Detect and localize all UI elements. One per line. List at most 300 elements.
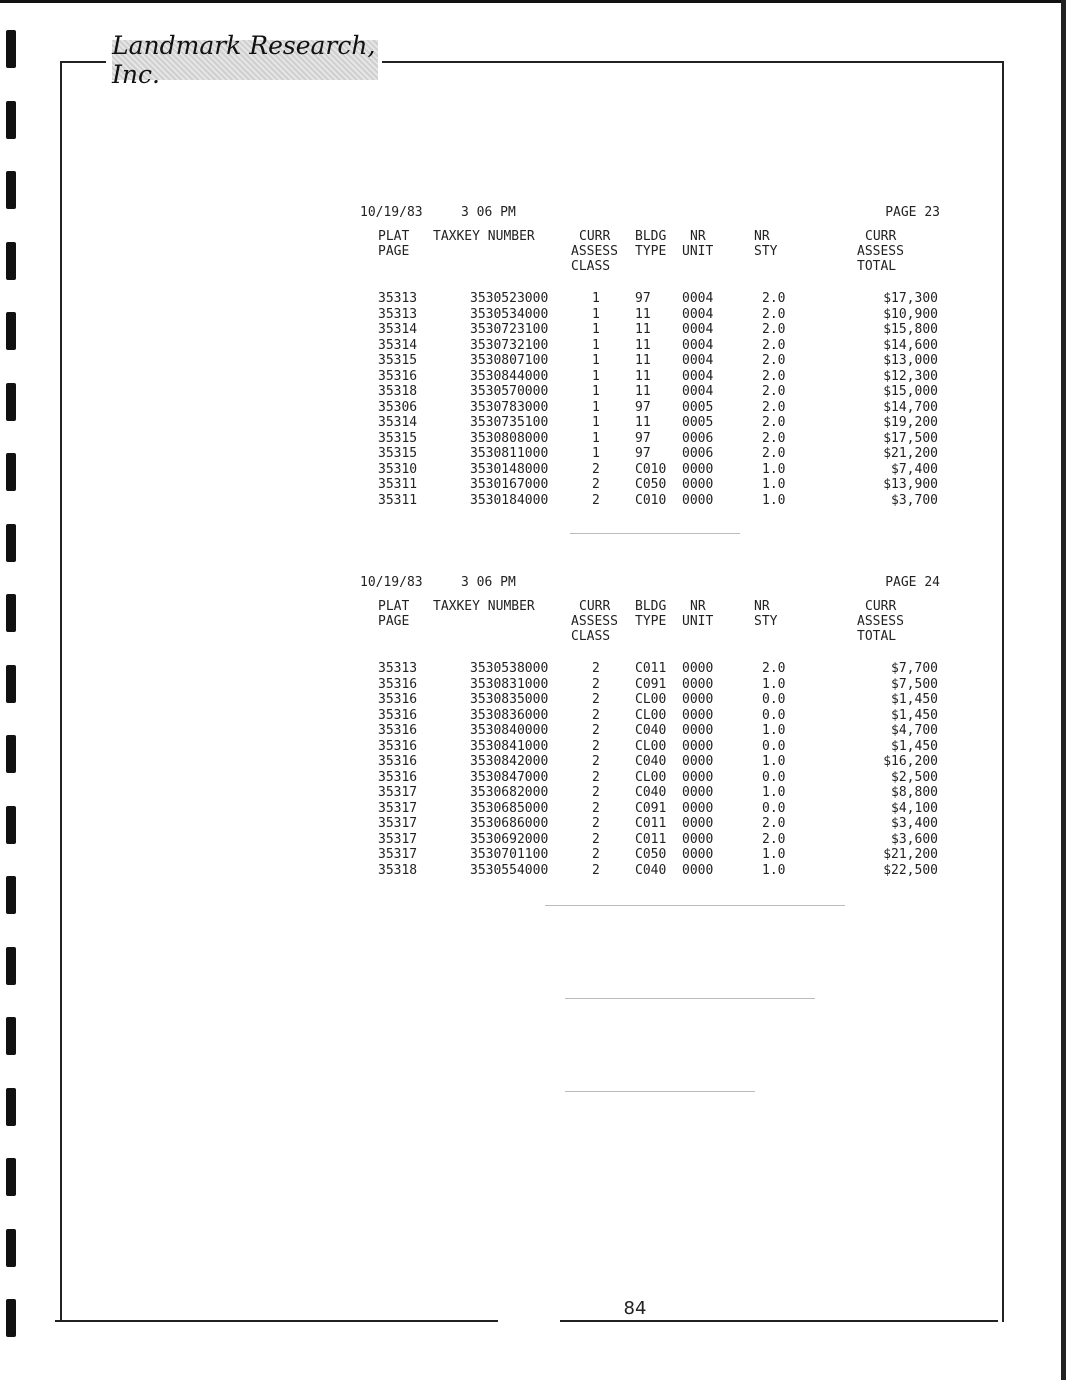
binding-hole [6, 806, 16, 844]
binding-hole [6, 1088, 16, 1126]
cell-assess-total: $4,700 [891, 723, 938, 738]
col-bldg-line2: TYPE [635, 244, 667, 259]
cell-assess-class: 2 [592, 723, 600, 738]
cell-bldg-type: C040 [635, 723, 667, 738]
cell-bldg-type: C091 [635, 800, 667, 816]
report-time: 3 06 PM [461, 575, 516, 590]
cell-assess-total: $7,500 [891, 676, 938, 692]
binding-holes [6, 30, 20, 1370]
cell-nr-unit: 0004 [682, 368, 714, 384]
col-nrsty-line2: STY [754, 244, 778, 259]
cell-nr-unit: 0000 [682, 723, 714, 738]
cell-nr-unit: 0000 [682, 862, 714, 878]
cell-plat-page: 35316 [378, 738, 418, 754]
table-row [360, 754, 940, 770]
cell-nr-unit: 0004 [682, 322, 714, 337]
column-headers [360, 229, 940, 291]
cell-nr-unit: 0000 [682, 738, 714, 754]
scan-artifact-line [565, 998, 815, 999]
cell-nr-unit: 0004 [682, 353, 714, 368]
table-row [360, 847, 940, 863]
table-row [360, 307, 940, 323]
cell-taxkey-number: 3530701100 [470, 847, 549, 862]
cell-assess-class: 2 [592, 477, 600, 492]
cell-nr-unit: 0000 [682, 492, 714, 508]
col-nrunit-line1: NR [690, 229, 706, 244]
col-curr-line3: CLASS [571, 259, 611, 274]
cell-plat-page: 35311 [378, 492, 418, 508]
table-row [360, 446, 940, 462]
col-bldg-line1: BLDG [635, 599, 667, 614]
cell-bldg-type: 97 [635, 399, 651, 415]
cell-assess-total: $7,700 [891, 661, 938, 676]
cell-taxkey-number: 3530554000 [470, 862, 549, 878]
col-total-line3: TOTAL [857, 629, 897, 644]
cell-assess-class: 1 [592, 446, 600, 461]
cell-bldg-type: C010 [635, 492, 667, 508]
frame-border-right [1002, 61, 1004, 1322]
cell-taxkey-number: 3530523000 [470, 291, 549, 306]
report-page-label: PAGE 23 [885, 205, 940, 220]
table-row [360, 677, 940, 693]
report-date: 10/19/83 [360, 205, 423, 220]
cell-assess-class: 2 [592, 676, 600, 692]
binding-hole [6, 453, 16, 491]
cell-nr-sty: 2.0 [762, 816, 786, 831]
cell-assess-total: $17,500 [883, 430, 938, 446]
right-edge-shadow [1061, 0, 1066, 1380]
col-nrsty-line2: STY [754, 614, 778, 629]
cell-plat-page: 35310 [378, 461, 418, 477]
binding-hole [6, 735, 16, 773]
cell-bldg-type: 11 [635, 415, 651, 430]
cell-nr-sty: 2.0 [762, 368, 786, 384]
cell-nr-sty: 2.0 [762, 384, 786, 399]
table-row [360, 322, 940, 338]
cell-assess-class: 2 [592, 754, 600, 769]
cell-taxkey-number: 3530682000 [470, 785, 549, 800]
cell-nr-sty: 1.0 [762, 862, 786, 878]
cell-taxkey-number: 3530148000 [470, 461, 549, 477]
cell-nr-sty: 1.0 [762, 754, 786, 769]
col-curr-line2: ASSESS [571, 614, 618, 629]
cell-assess-total: $8,800 [891, 785, 938, 800]
cell-bldg-type: C091 [635, 676, 667, 692]
cell-bldg-type: 11 [635, 384, 651, 399]
cell-nr-sty: 0.0 [762, 707, 786, 723]
binding-hole [6, 947, 16, 985]
cell-taxkey-number: 3530836000 [470, 707, 549, 723]
cell-assess-total: $3,600 [891, 831, 938, 847]
cell-nr-unit: 0000 [682, 477, 714, 492]
cell-plat-page: 35316 [378, 676, 418, 692]
cell-assess-class: 1 [592, 368, 600, 384]
data-rows [360, 291, 940, 508]
cell-plat-page: 35316 [378, 707, 418, 723]
cell-nr-sty: 1.0 [762, 461, 786, 477]
cell-assess-total: $13,000 [883, 353, 938, 368]
cell-assess-class: 1 [592, 430, 600, 446]
col-plat-line2: PAGE [378, 614, 410, 629]
table-row [360, 353, 940, 369]
cell-nr-unit: 0000 [682, 707, 714, 723]
frame-border-top-left [60, 61, 106, 63]
cell-assess-class: 2 [592, 461, 600, 477]
cell-nr-sty: 1.0 [762, 847, 786, 862]
cell-taxkey-number: 3530811000 [470, 446, 549, 461]
table-row [360, 369, 940, 385]
cell-nr-sty: 2.0 [762, 337, 786, 353]
cell-nr-unit: 0006 [682, 446, 714, 461]
cell-plat-page: 35314 [378, 322, 418, 337]
table-row [360, 708, 940, 724]
cell-bldg-type: C050 [635, 847, 667, 862]
col-nrunit-line2: UNIT [682, 244, 714, 259]
cell-bldg-type: CL00 [635, 769, 667, 785]
table-row [360, 400, 940, 416]
binding-hole [6, 101, 16, 139]
cell-assess-total: $13,900 [883, 477, 938, 492]
cell-nr-unit: 0000 [682, 785, 714, 800]
cell-nr-sty: 2.0 [762, 306, 786, 322]
table-row [360, 291, 940, 307]
cell-assess-total: $3,700 [891, 492, 938, 508]
cell-assess-total: $12,300 [883, 368, 938, 384]
cell-nr-sty: 2.0 [762, 399, 786, 415]
cell-assess-total: $10,900 [883, 306, 938, 322]
report-header [360, 205, 940, 223]
col-nrunit-line2: UNIT [682, 614, 714, 629]
frame-border-top-right [382, 61, 1004, 63]
cell-bldg-type: CL00 [635, 692, 667, 707]
report-date: 10/19/83 [360, 575, 423, 590]
cell-plat-page: 35313 [378, 306, 418, 322]
col-nrsty-line1: NR [754, 229, 770, 244]
top-edge-rule [0, 0, 1066, 3]
col-curr-line1: CURR [579, 599, 611, 614]
table-row [360, 415, 940, 431]
cell-nr-unit: 0004 [682, 384, 714, 399]
cell-assess-class: 1 [592, 353, 600, 368]
cell-bldg-type: 97 [635, 446, 651, 461]
scan-artifact-line [570, 533, 740, 534]
binding-hole [6, 242, 16, 280]
cell-taxkey-number: 3530723100 [470, 322, 549, 337]
col-total-line3: TOTAL [857, 259, 897, 274]
cell-plat-page: 35317 [378, 831, 418, 847]
binding-hole [6, 1158, 16, 1196]
cell-plat-page: 35317 [378, 800, 418, 816]
col-taxkey: TAXKEY NUMBER [433, 229, 535, 244]
cell-assess-class: 2 [592, 816, 600, 831]
cell-assess-total: $22,500 [883, 862, 938, 878]
cell-nr-sty: 2.0 [762, 353, 786, 368]
table-row [360, 739, 940, 755]
binding-hole [6, 594, 16, 632]
cell-taxkey-number: 3530735100 [470, 415, 549, 430]
col-total-line1: CURR [865, 599, 897, 614]
cell-bldg-type: CL00 [635, 707, 667, 723]
cell-assess-total: $3,400 [891, 816, 938, 831]
cell-nr-sty: 2.0 [762, 430, 786, 446]
cell-nr-unit: 0006 [682, 430, 714, 446]
cell-nr-unit: 0000 [682, 676, 714, 692]
scan-artifact-line [565, 1091, 755, 1092]
cell-nr-sty: 1.0 [762, 723, 786, 738]
cell-plat-page: 35316 [378, 723, 418, 738]
cell-assess-total: $15,800 [883, 322, 938, 337]
page-number: 84 [623, 1298, 647, 1319]
cell-nr-sty: 0.0 [762, 692, 786, 707]
cell-assess-class: 2 [592, 769, 600, 785]
cell-assess-total: $15,000 [883, 384, 938, 399]
cell-nr-unit: 0000 [682, 769, 714, 785]
cell-nr-unit: 0000 [682, 800, 714, 816]
cell-plat-page: 35311 [378, 477, 418, 492]
cell-assess-total: $4,100 [891, 800, 938, 816]
cell-taxkey-number: 3530692000 [470, 831, 549, 847]
cell-assess-class: 2 [592, 831, 600, 847]
cell-plat-page: 35313 [378, 291, 418, 306]
cell-assess-class: 2 [592, 707, 600, 723]
col-curr-line3: CLASS [571, 629, 611, 644]
cell-nr-sty: 2.0 [762, 446, 786, 461]
cell-plat-page: 35314 [378, 337, 418, 353]
cell-plat-page: 35314 [378, 415, 418, 430]
cell-nr-unit: 0000 [682, 754, 714, 769]
cell-nr-sty: 1.0 [762, 477, 786, 492]
cell-plat-page: 35306 [378, 399, 418, 415]
cell-assess-class: 2 [592, 692, 600, 707]
cell-nr-sty: 1.0 [762, 676, 786, 692]
report-time: 3 06 PM [461, 205, 516, 220]
cell-taxkey-number: 3530686000 [470, 816, 549, 831]
binding-hole [6, 1299, 16, 1337]
binding-hole [6, 383, 16, 421]
table-row [360, 801, 940, 817]
frame-border-bottom-right [560, 1320, 998, 1322]
col-taxkey: TAXKEY NUMBER [433, 599, 535, 614]
cell-assess-total: $1,450 [891, 738, 938, 754]
cell-bldg-type: 11 [635, 353, 651, 368]
col-plat-line1: PLAT [378, 229, 410, 244]
cell-taxkey-number: 3530167000 [470, 477, 549, 492]
cell-assess-total: $14,600 [883, 337, 938, 353]
cell-assess-total: $21,200 [883, 847, 938, 862]
cell-nr-unit: 0004 [682, 306, 714, 322]
cell-nr-sty: 2.0 [762, 661, 786, 676]
cell-assess-class: 2 [592, 785, 600, 800]
cell-bldg-type: 11 [635, 368, 651, 384]
cell-bldg-type: C040 [635, 862, 667, 878]
col-curr-line1: CURR [579, 229, 611, 244]
cell-bldg-type: 11 [635, 337, 651, 353]
cell-assess-total: $14,700 [883, 399, 938, 415]
data-rows [360, 661, 940, 878]
report-block-page-24 [360, 575, 940, 878]
cell-assess-class: 2 [592, 862, 600, 878]
cell-nr-unit: 0005 [682, 399, 714, 415]
col-nrsty-line1: NR [754, 599, 770, 614]
cell-nr-sty: 2.0 [762, 291, 786, 306]
cell-bldg-type: C011 [635, 816, 667, 831]
cell-assess-class: 1 [592, 399, 600, 415]
col-total-line2: ASSESS [857, 614, 904, 629]
cell-taxkey-number: 3530685000 [470, 800, 549, 816]
table-row [360, 785, 940, 801]
cell-assess-total: $7,400 [891, 461, 938, 477]
frame-border-left [60, 61, 62, 1322]
cell-taxkey-number: 3530842000 [470, 754, 549, 769]
cell-assess-total: $2,500 [891, 769, 938, 785]
cell-bldg-type: C050 [635, 477, 667, 492]
column-headers [360, 599, 940, 661]
cell-bldg-type: C040 [635, 785, 667, 800]
col-curr-line2: ASSESS [571, 244, 618, 259]
cell-assess-total: $17,300 [883, 291, 938, 306]
cell-assess-class: 2 [592, 738, 600, 754]
cell-plat-page: 35313 [378, 661, 418, 676]
table-row [360, 863, 940, 879]
cell-plat-page: 35317 [378, 847, 418, 862]
cell-plat-page: 35315 [378, 430, 418, 446]
cell-plat-page: 35316 [378, 368, 418, 384]
binding-hole [6, 1017, 16, 1055]
cell-taxkey-number: 3530732100 [470, 337, 549, 353]
cell-taxkey-number: 3530783000 [470, 399, 549, 415]
cell-nr-sty: 2.0 [762, 415, 786, 430]
col-bldg-line2: TYPE [635, 614, 667, 629]
binding-hole [6, 30, 16, 68]
table-row [360, 338, 940, 354]
table-row [360, 431, 940, 447]
cell-taxkey-number: 3530807100 [470, 353, 549, 368]
cell-assess-total: $1,450 [891, 707, 938, 723]
cell-nr-sty: 1.0 [762, 785, 786, 800]
company-name: Landmark Research, Inc. [112, 31, 376, 89]
cell-assess-class: 1 [592, 415, 600, 430]
col-plat-line2: PAGE [378, 244, 410, 259]
table-row [360, 816, 940, 832]
cell-taxkey-number: 3530808000 [470, 430, 549, 446]
cell-taxkey-number: 3530570000 [470, 384, 549, 399]
cell-nr-sty: 2.0 [762, 322, 786, 337]
cell-plat-page: 35316 [378, 754, 418, 769]
table-row [360, 661, 940, 677]
cell-bldg-type: 97 [635, 291, 651, 306]
cell-assess-total: $16,200 [883, 754, 938, 769]
cell-plat-page: 35318 [378, 384, 418, 399]
cell-taxkey-number: 3530184000 [470, 492, 549, 508]
binding-hole [6, 171, 16, 209]
col-total-line2: ASSESS [857, 244, 904, 259]
cell-assess-class: 1 [592, 384, 600, 399]
cell-plat-page: 35318 [378, 862, 418, 878]
cell-taxkey-number: 3530831000 [470, 676, 549, 692]
table-row [360, 723, 940, 739]
cell-taxkey-number: 3530538000 [470, 661, 549, 676]
cell-bldg-type: C040 [635, 754, 667, 769]
cell-assess-total: $21,200 [883, 446, 938, 461]
cell-assess-class: 2 [592, 661, 600, 676]
cell-taxkey-number: 3530841000 [470, 738, 549, 754]
table-row [360, 832, 940, 848]
cell-taxkey-number: 3530847000 [470, 769, 549, 785]
table-row [360, 770, 940, 786]
cell-assess-class: 1 [592, 291, 600, 306]
scan-artifact-line [545, 905, 845, 906]
cell-plat-page: 35317 [378, 816, 418, 831]
binding-hole [6, 312, 16, 350]
company-logo [112, 31, 378, 89]
table-row [360, 462, 940, 478]
cell-nr-unit: 0005 [682, 415, 714, 430]
cell-plat-page: 35316 [378, 769, 418, 785]
cell-nr-unit: 0000 [682, 847, 714, 862]
cell-nr-unit: 0000 [682, 831, 714, 847]
cell-bldg-type: 97 [635, 430, 651, 446]
report-block-page-23 [360, 205, 940, 508]
cell-bldg-type: C010 [635, 461, 667, 477]
table-row [360, 477, 940, 493]
cell-taxkey-number: 3530534000 [470, 306, 549, 322]
col-nrunit-line1: NR [690, 599, 706, 614]
table-row [360, 493, 940, 509]
cell-plat-page: 35315 [378, 446, 418, 461]
cell-assess-class: 2 [592, 800, 600, 816]
cell-taxkey-number: 3530840000 [470, 723, 549, 738]
cell-nr-sty: 2.0 [762, 831, 786, 847]
cell-nr-unit: 0000 [682, 692, 714, 707]
binding-hole [6, 1229, 16, 1267]
frame-border-bottom-left [55, 1320, 498, 1322]
col-total-line1: CURR [865, 229, 897, 244]
cell-bldg-type: 11 [635, 322, 651, 337]
cell-assess-class: 2 [592, 847, 600, 862]
cell-taxkey-number: 3530844000 [470, 368, 549, 384]
cell-nr-sty: 0.0 [762, 769, 786, 785]
cell-bldg-type: C011 [635, 831, 667, 847]
binding-hole [6, 665, 16, 703]
report-header [360, 575, 940, 593]
cell-nr-unit: 0000 [682, 461, 714, 477]
cell-assess-class: 1 [592, 337, 600, 353]
col-plat-line1: PLAT [378, 599, 410, 614]
cell-assess-class: 1 [592, 322, 600, 337]
cell-assess-total: $19,200 [883, 415, 938, 430]
cell-nr-unit: 0004 [682, 291, 714, 306]
cell-nr-unit: 0004 [682, 337, 714, 353]
cell-assess-class: 2 [592, 492, 600, 508]
cell-assess-total: $1,450 [891, 692, 938, 707]
cell-nr-unit: 0000 [682, 816, 714, 831]
binding-hole [6, 876, 16, 914]
report-page-label: PAGE 24 [885, 575, 940, 590]
cell-bldg-type: CL00 [635, 738, 667, 754]
cell-nr-sty: 0.0 [762, 738, 786, 754]
table-row [360, 384, 940, 400]
cell-nr-sty: 0.0 [762, 800, 786, 816]
cell-bldg-type: C011 [635, 661, 667, 676]
binding-hole [6, 524, 16, 562]
cell-taxkey-number: 3530835000 [470, 692, 549, 707]
table-row [360, 692, 940, 708]
cell-plat-page: 35317 [378, 785, 418, 800]
cell-bldg-type: 11 [635, 306, 651, 322]
col-bldg-line1: BLDG [635, 229, 667, 244]
cell-assess-class: 1 [592, 306, 600, 322]
cell-plat-page: 35315 [378, 353, 418, 368]
